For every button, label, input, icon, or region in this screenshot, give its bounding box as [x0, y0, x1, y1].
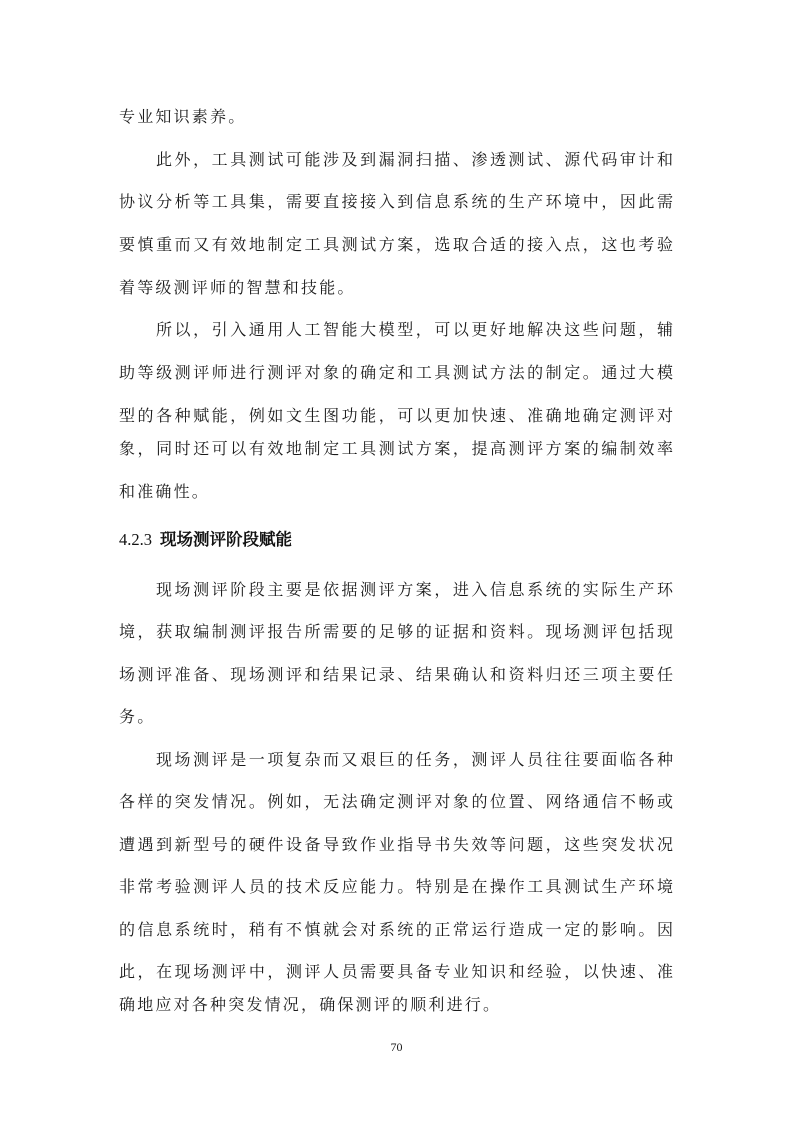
paragraph-line: 要慎重而又有效地制定工具测试方案，选取合适的接入点，这也考验 — [119, 235, 673, 254]
paragraph-line: 确地应对各种突发情况，确保测评的顺利进行。 — [119, 995, 502, 1014]
paragraph-line: 此，在现场测评中，测评人员需要具备专业知识和经验，以快速、准 — [119, 962, 673, 981]
paragraph-line: 象，同时还可以有效地制定工具测试方案，提高测评方案的编制效率 — [119, 439, 673, 458]
page-number: 70 — [390, 1040, 403, 1054]
paragraph-line: 协议分析等工具集，需要直接接入到信息系统的生产环境中，因此需 — [119, 192, 673, 211]
paragraph-line: 和准确性。 — [119, 482, 211, 501]
paragraph-line: 各样的突发情况。例如，无法确定测评对象的位置、网络通信不畅或 — [119, 792, 673, 811]
paragraph-line: 现场测评阶段主要是依据测评方案，进入信息系统的实际生产环 — [156, 580, 673, 599]
section-title: 现场测评阶段赋能 — [160, 530, 292, 549]
paragraph-line: 务。 — [119, 707, 156, 726]
paragraph-line: 的信息系统时，稍有不慎就会对系统的正常运行造成一定的影响。因 — [119, 920, 673, 939]
paragraph-line: 助等级测评师进行测评对象的确定和工具测试方法的制定。通过大模 — [119, 363, 673, 382]
paragraph-line: 此外，工具测试可能涉及到漏洞扫描、渗透测试、源代码审计和 — [156, 150, 673, 169]
paragraph-line: 型的各种赋能，例如文生图功能，可以更加快速、准确地确定测评对 — [119, 406, 673, 425]
paragraph-line: 专业知识素养。 — [119, 107, 247, 126]
paragraph-line: 遭遇到新型号的硬件设备导致作业指导书失效等问题，这些突发状况 — [119, 835, 673, 854]
section-number: 4.2.3 — [119, 530, 152, 549]
paragraph-line: 所以，引入通用人工智能大模型，可以更好地解决这些问题，辅 — [156, 320, 673, 339]
paragraph-line: 现场测评是一项复杂而又艰巨的任务，测评人员往往要面临各种 — [156, 750, 673, 769]
paragraph-line: 场测评准备、现场测评和结果记录、结果确认和资料归还三项主要任 — [119, 665, 673, 684]
section-heading — [119, 528, 292, 552]
paragraph-line: 境，获取编制测评报告所需要的足够的证据和资料。现场测评包括现 — [119, 622, 673, 641]
paragraph-line: 非常考验测评人员的技术反应能力。特别是在操作工具测试生产环境 — [119, 877, 673, 896]
paragraph-line: 着等级测评师的智慧和技能。 — [119, 278, 356, 297]
